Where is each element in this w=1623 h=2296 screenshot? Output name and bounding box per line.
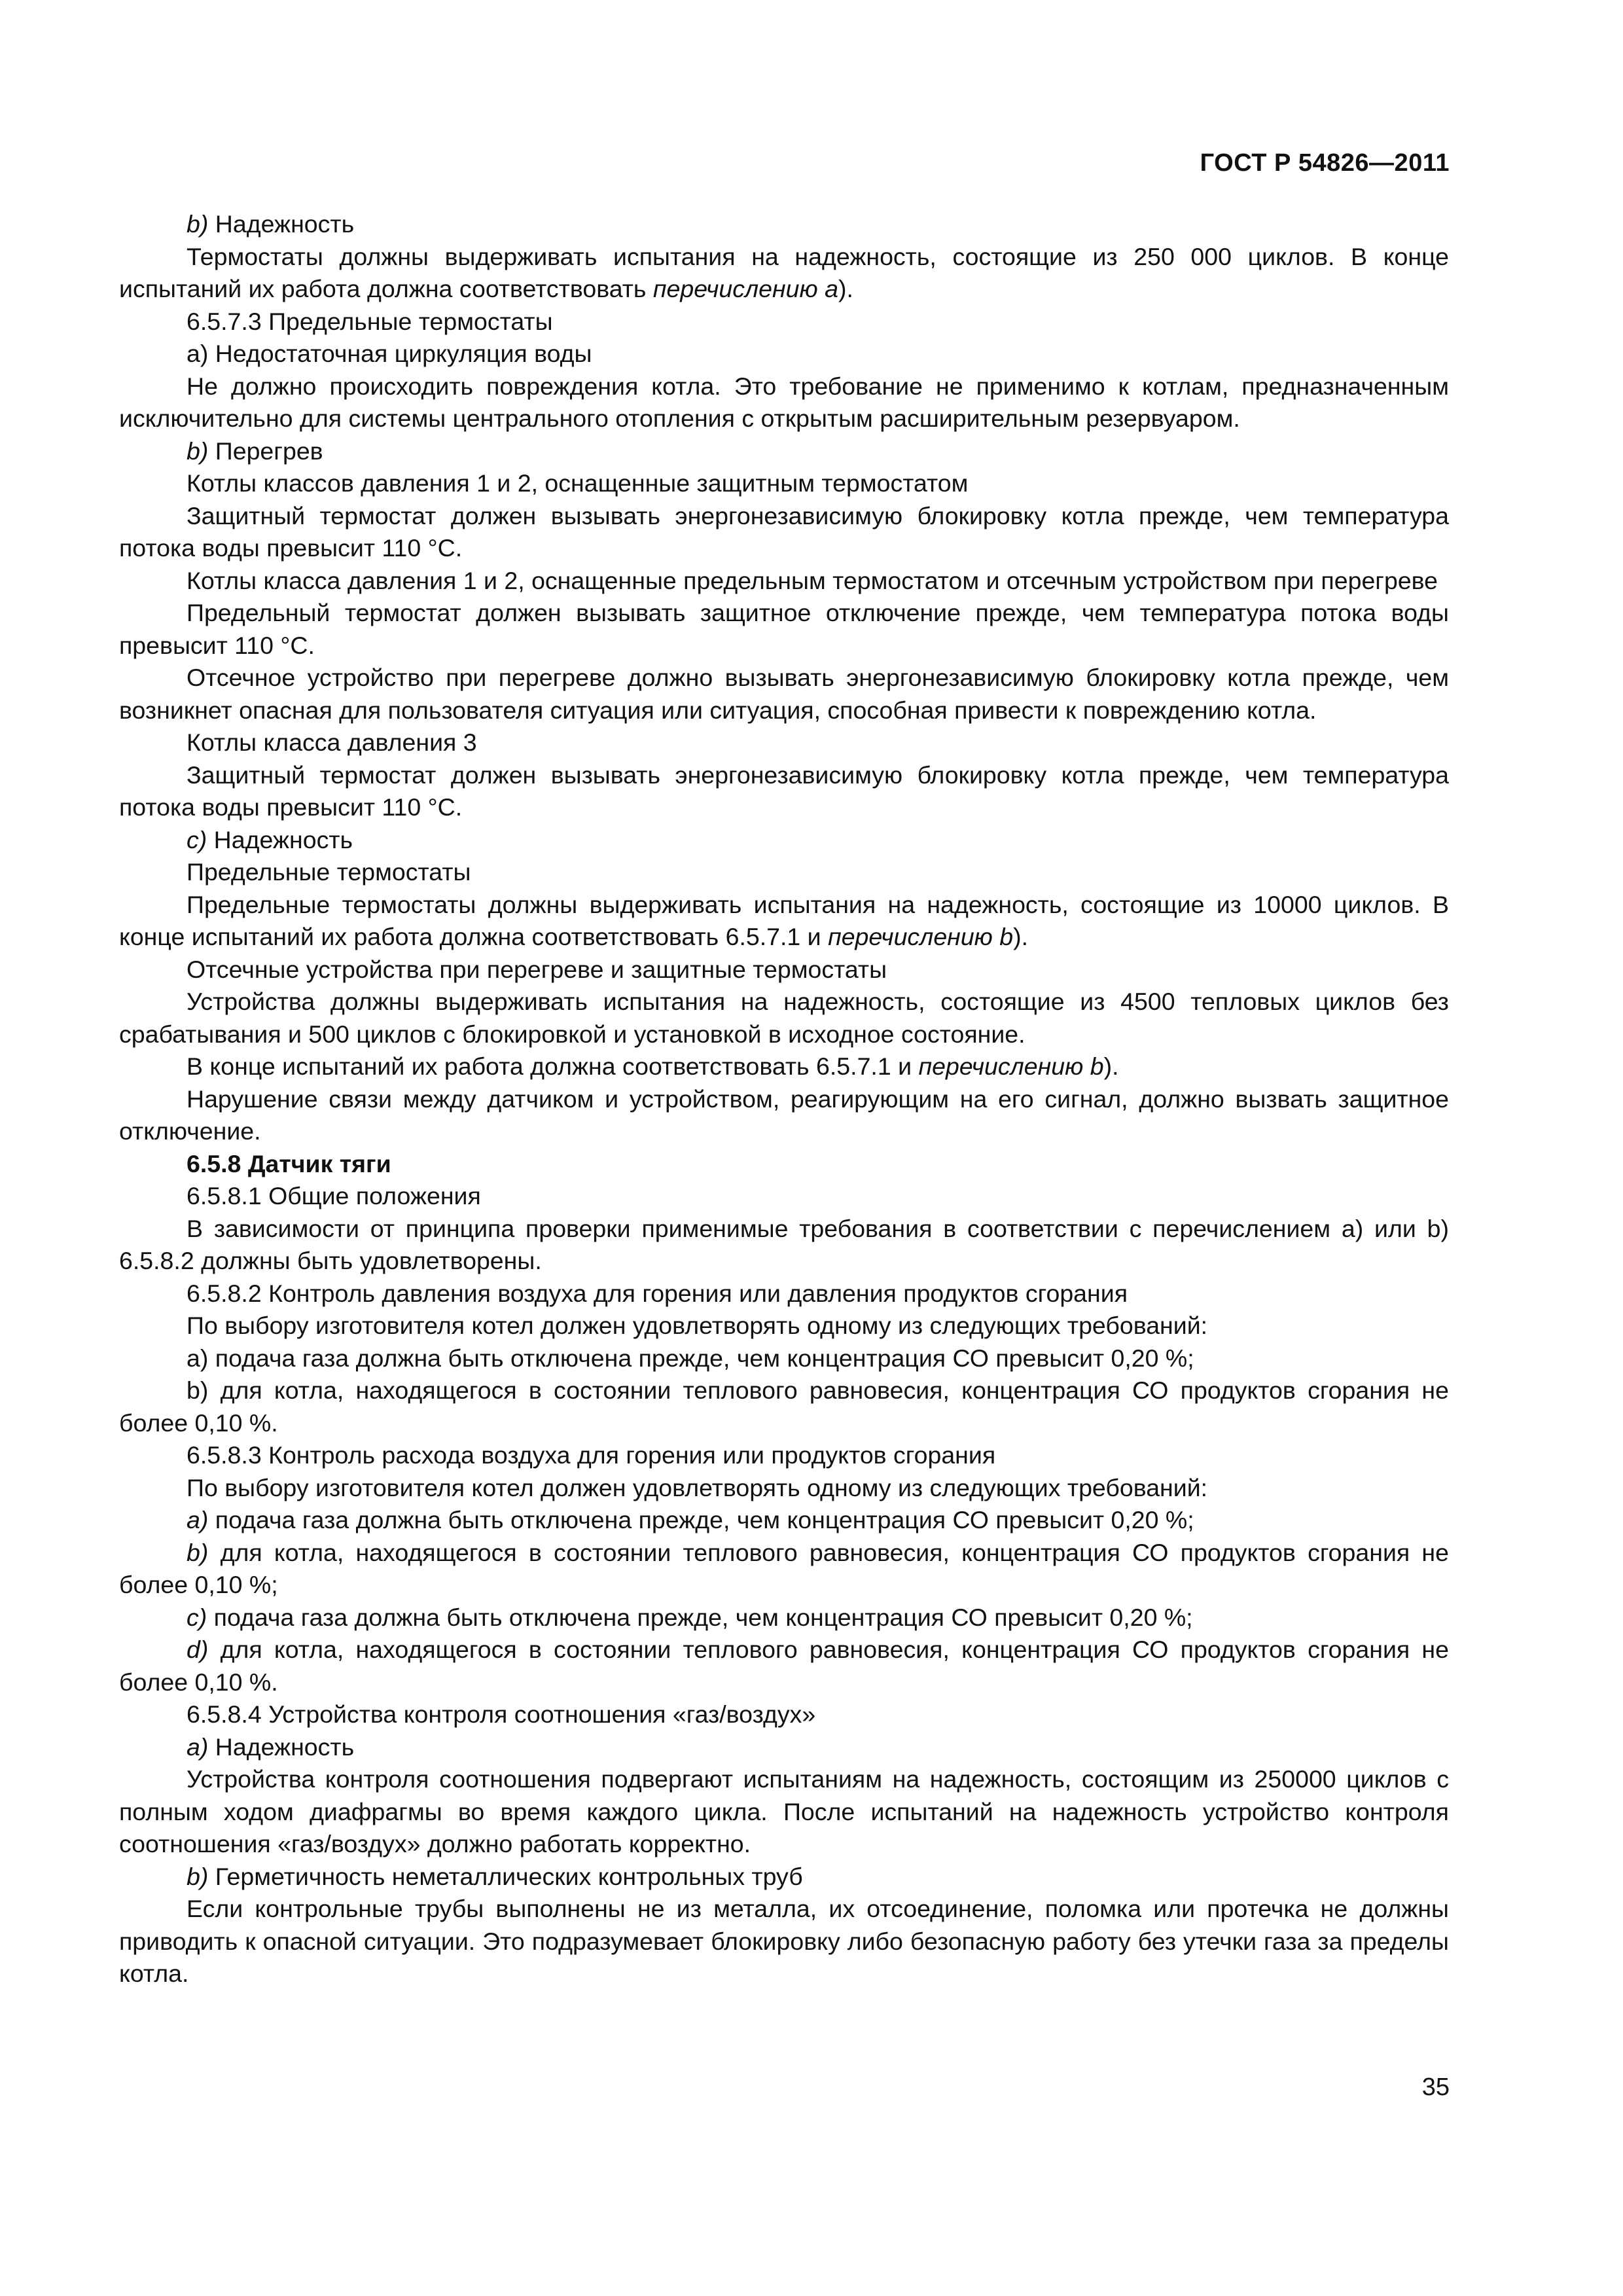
paragraph: Отсечное устройство при перегреве должно вызывать энергонезависимую блокировку котла прежде, чем возникнет опасная для пользователя ситуация или ситуация, способная привести к повреждению котла. xyxy=(119,664,1449,724)
paragraph: b) Перегрев xyxy=(187,437,323,465)
paragraph: Котлы класса давления 1 и 2, оснащенные предельным термостатом и отсечным устройством при перегреве xyxy=(187,566,1438,594)
paragraph: Термостаты должны выдерживать испытания на надежность, состоящие из 250 000 циклов. В конце испытаний их работа должна соответствовать перечислению а). xyxy=(119,242,1449,302)
paragraph: b) Надежность xyxy=(187,210,355,238)
paragraph: Защитный термостат должен вызывать энергонезависимую блокировку котла прежде, чем температура потока воды превысит 110 °С. xyxy=(119,501,1449,562)
paragraph: Защитный термостат должен вызывать энергонезависимую блокировку котла прежде, чем температура потока воды превысит 110 °С. xyxy=(119,761,1449,821)
paragraph: Если контрольные трубы выполнены не из металла, их отсоединение, поломка или протечка не должны приводить к опасной ситуации. Это подразумевает блокировку либо безопасную работу без утечки газа за пределы котла. xyxy=(119,1895,1449,1987)
paragraph: Не должно происходить повреждения котла. Это требование не применимо к котлам, предназначенным исключительно для системы центрального отопления с открытым расширительным резервуаром. xyxy=(119,372,1449,432)
paragraph: 6.5.8.4 Устройства контроля соотношения «газ/воздух» xyxy=(187,1700,816,1728)
paragraph: 6.5.8.2 Контроль давления воздуха для горения или давления продуктов сгорания xyxy=(187,1279,1128,1307)
paragraph: а) подача газа должна быть отключена прежде, чем концентрация СО превысит 0,20 %; xyxy=(187,1506,1194,1534)
paragraph: В конце испытаний их работа должна соответствовать 6.5.7.1 и перечислению b). xyxy=(187,1052,1119,1080)
paragraph: 6.5.7.3 Предельные термостаты xyxy=(187,307,553,335)
paragraph: Устройства контроля соотношения подвергают испытаниям на надежность, состоящим из 250000 циклов с полным ходом диафрагмы во время каждого цикла. После испытаний на надежность устройство контроля соотношения «газ/воздух» должно работать корректно. xyxy=(119,1765,1449,1857)
paragraph: 6.5.8.3 Контроль расхода воздуха для горения или продуктов сгорания xyxy=(187,1441,996,1469)
paragraph: По выбору изготовителя котел должен удовлетворять одному из следующих требований: xyxy=(187,1312,1208,1339)
paragraph: Предельные термостаты должны выдерживать испытания на надежность, состоящие из 10000 циклов. В конце испытаний их работа должна соответствовать 6.5.7.1 и перечислению b). xyxy=(119,890,1449,950)
paragraph: b) для котла, находящегося в состоянии теплового равновесия, концентрация СО продуктов сгорания не более 0,10 %. xyxy=(119,1376,1449,1437)
paragraph: b) Герметичность неметаллических контрольных труб xyxy=(187,1862,803,1890)
paragraph: Котлы класса давления 3 xyxy=(187,728,477,756)
paragraph: а) подача газа должна быть отключена прежде, чем концентрация СО превысит 0,20 %; xyxy=(187,1344,1194,1372)
page-body xyxy=(119,208,1449,1990)
paragraph: Отсечные устройства при перегреве и защитные термостаты xyxy=(187,955,887,983)
paragraph: а) Надежность xyxy=(187,1732,355,1761)
paragraph: c) подача газа должна быть отключена прежде, чем концентрация СО превысит 0,20 %; xyxy=(187,1603,1193,1631)
standard-code-header: ГОСТ Р 54826—2011 xyxy=(1200,149,1450,177)
paragraph: В зависимости от принципа проверки применимые требования в соответствии с перечислением а) или b) 6.5.8.2 должны быть удовлетворены. xyxy=(119,1214,1449,1274)
page-number: 35 xyxy=(1421,2073,1450,2101)
paragraph: Предельный термостат должен вызывать защитное отключение прежде, чем температура потока воды превысит 110 °С. xyxy=(119,599,1449,659)
paragraph: Нарушение связи между датчиком и устройством, реагирующим на его сигнал, должно вызвать защитное отключение. xyxy=(119,1085,1449,1145)
paragraph: Предельные термостаты xyxy=(187,858,471,886)
paragraph: По выбору изготовителя котел должен удовлетворять одному из следующих требований: xyxy=(187,1473,1208,1501)
paragraph: c) Надежность xyxy=(187,825,353,853)
paragraph: 6.5.8.1 Общие положения xyxy=(187,1182,481,1210)
paragraph: d) для котла, находящегося в состоянии теплового равновесия, концентрация СО продуктов сгорания не более 0,10 %. xyxy=(119,1636,1449,1696)
paragraph: 6.5.8 Датчик тяги xyxy=(187,1149,391,1177)
paragraph: Котлы классов давления 1 и 2, оснащенные защитным термостатом xyxy=(187,469,969,497)
paragraph: Устройства должны выдерживать испытания на надежность, состоящие из 4500 тепловых циклов без срабатывания и 500 циклов с блокировкой и установкой в исходное состояние. xyxy=(119,988,1449,1048)
paragraph: а) Недостаточная циркуляция воды xyxy=(187,340,592,367)
paragraph: b) для котла, находящегося в состоянии теплового равновесия, концентрация СО продуктов сгорания не более 0,10 %; xyxy=(119,1538,1449,1598)
